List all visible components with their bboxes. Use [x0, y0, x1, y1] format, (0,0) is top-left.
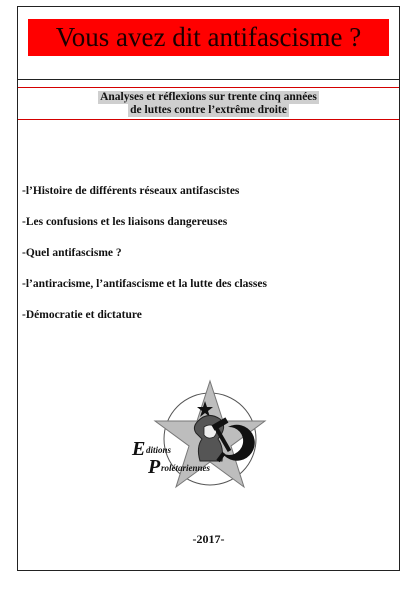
- contents-item: -Les confusions et les liaisons dangereuses: [22, 216, 228, 228]
- cover-title: Vous avez dit antifascisme ?: [55, 22, 362, 52]
- logo-line-1: ditions: [146, 445, 172, 455]
- publication-year: -2017-: [192, 532, 225, 546]
- subtitle-line-2: de luttes contre l’extrême droite: [130, 103, 287, 116]
- logo-line-2: rolétariennes: [161, 463, 211, 473]
- contents-item: -Démocratie et dictature: [22, 309, 142, 321]
- star-hammer-sickle-emblem-icon: [128, 377, 288, 512]
- title-band: [18, 7, 399, 80]
- publisher-logo: [128, 377, 288, 512]
- subtitle-line-1: Analyses et réflexions sur trente cinq années: [100, 90, 317, 103]
- logo-initial-e: E: [132, 438, 146, 460]
- logo-initial-p: P: [148, 456, 161, 478]
- contents-item: -l’antiracisme, l’antifascisme et la lutte des classes: [22, 278, 267, 290]
- subtitle-box: [18, 87, 399, 120]
- contents-item: -l’Histoire de différents réseaux antifascistes: [22, 185, 240, 197]
- contents-item: -Quel antifascisme ?: [22, 247, 122, 259]
- title-banner: [28, 19, 389, 56]
- cover-page: [17, 6, 400, 571]
